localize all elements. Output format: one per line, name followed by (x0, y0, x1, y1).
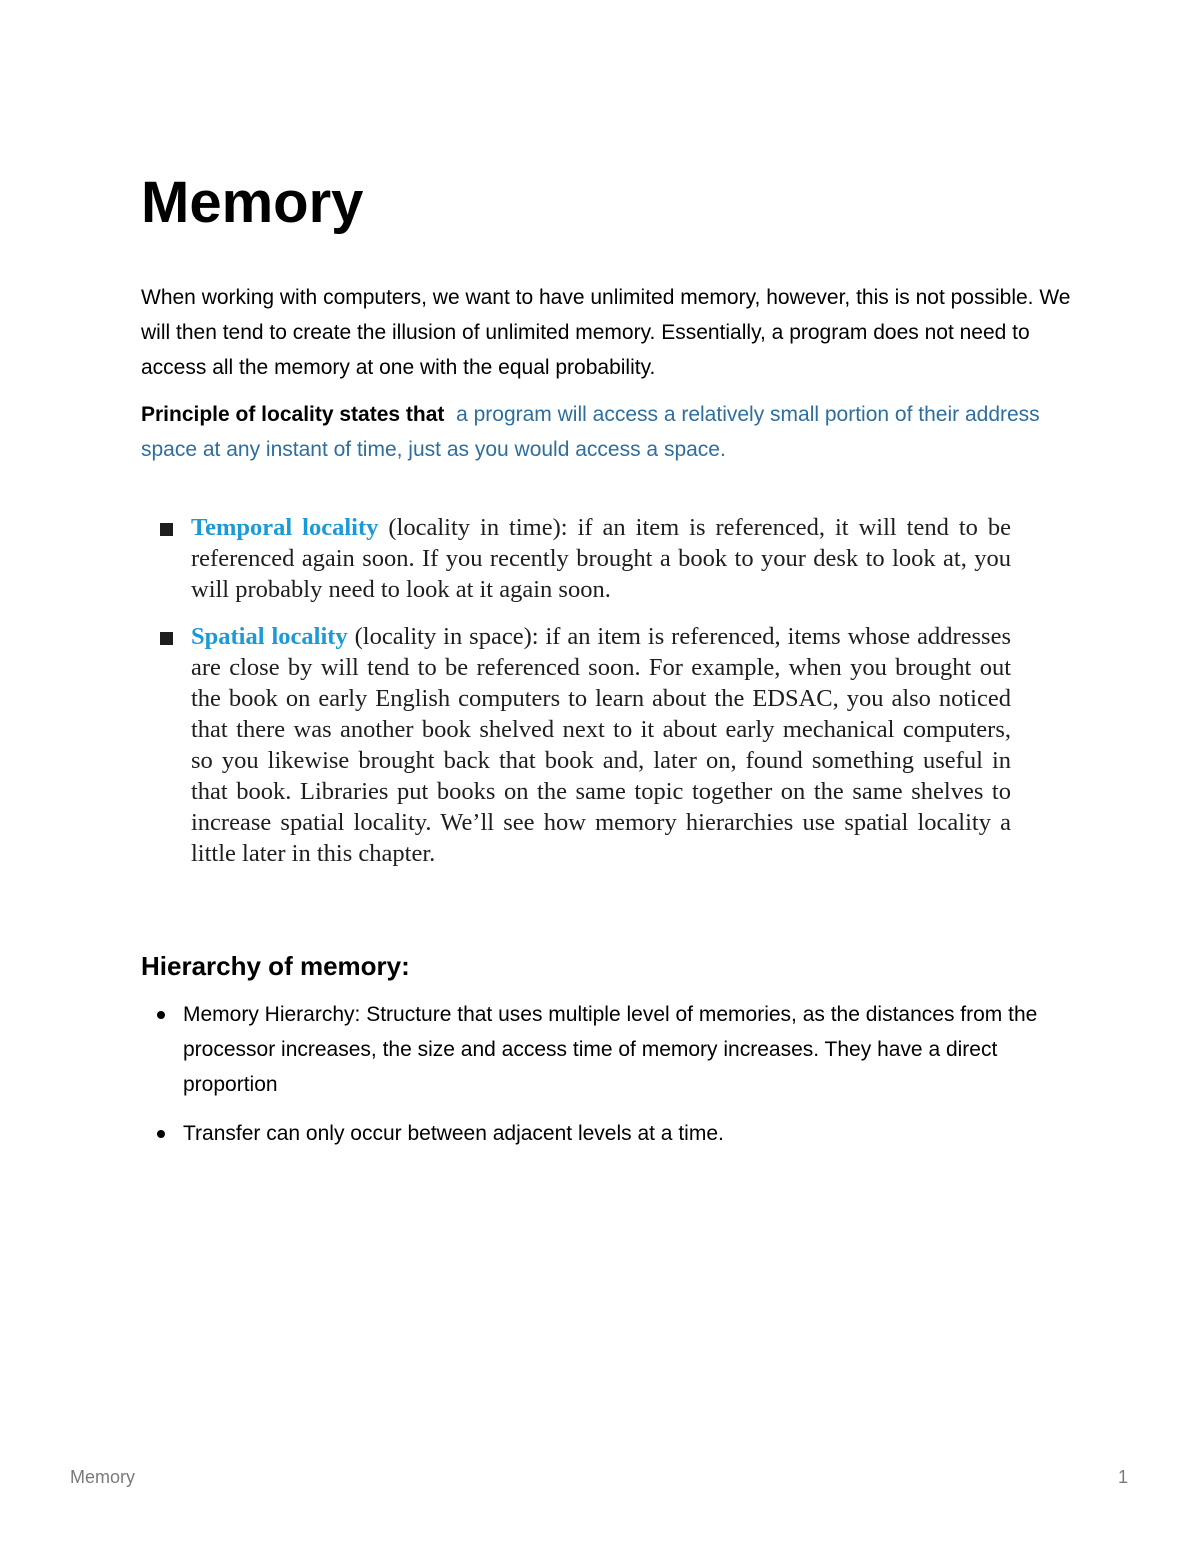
excerpt-item-temporal-locality (155, 512, 1011, 605)
principle-statement: a program will access a relatively small portion of their address space at any instant of time, just as you would access a space. (141, 403, 1040, 461)
bullet-dot-icon (157, 1130, 165, 1138)
principle-paragraph (141, 397, 1076, 467)
excerpt-term: Spatial locality (191, 623, 348, 650)
hierarchy-list (141, 997, 1071, 1151)
page-title: Memory (141, 170, 364, 235)
list-item (141, 997, 1071, 1102)
excerpt-text: (locality in space): if an item is referenced, items whose addresses are close by will tend to be referenced soon. For example, when you brought out the book on early English computers to learn about the EDSAC, you also noticed that there was another book shelved next to it about early mechanical computers, so you likewise brought back that book and, later on, found something useful in that book. Libraries put books on the same topic together on the same shelves to increase spatial locality. We’ll see how memory hierarchies use spatial locality a little later in this chapter. (191, 623, 1011, 867)
list-item-text: Transfer can only occur between adjacent levels at a time. (183, 1122, 724, 1145)
list-item (141, 1116, 1071, 1151)
book-excerpt (155, 512, 1011, 869)
square-bullet-icon (160, 632, 173, 645)
section-heading-hierarchy: Hierarchy of memory: (141, 951, 410, 981)
square-bullet-icon (160, 523, 173, 536)
bullet-dot-icon (157, 1011, 165, 1019)
list-item-text: Memory Hierarchy: Structure that uses multiple level of memories, as the distances from the processor increases, the size and access time of memory increases. They have a direct proportion (183, 1003, 1038, 1096)
page-number: 1 (1117, 1467, 1128, 1487)
principle-lead: Principle of locality states that (141, 403, 445, 426)
footer-label: Memory (70, 1467, 136, 1487)
excerpt-term: Temporal locality (191, 514, 379, 541)
excerpt-text: (locality in time): if an item is referenced, it will tend to be referenced again soon. If you recently brought a book to your desk to look at, you will probably need to look at it again soon. (191, 514, 1012, 603)
intro-paragraph: When working with computers, we want to have unlimited memory, however, this is not possible. We will then tend to create the illusion of unlimited memory. Essentially, a program does not need to access all the memory at one with the equal probability. (141, 286, 1071, 379)
excerpt-item-spatial-locality (155, 621, 1011, 869)
